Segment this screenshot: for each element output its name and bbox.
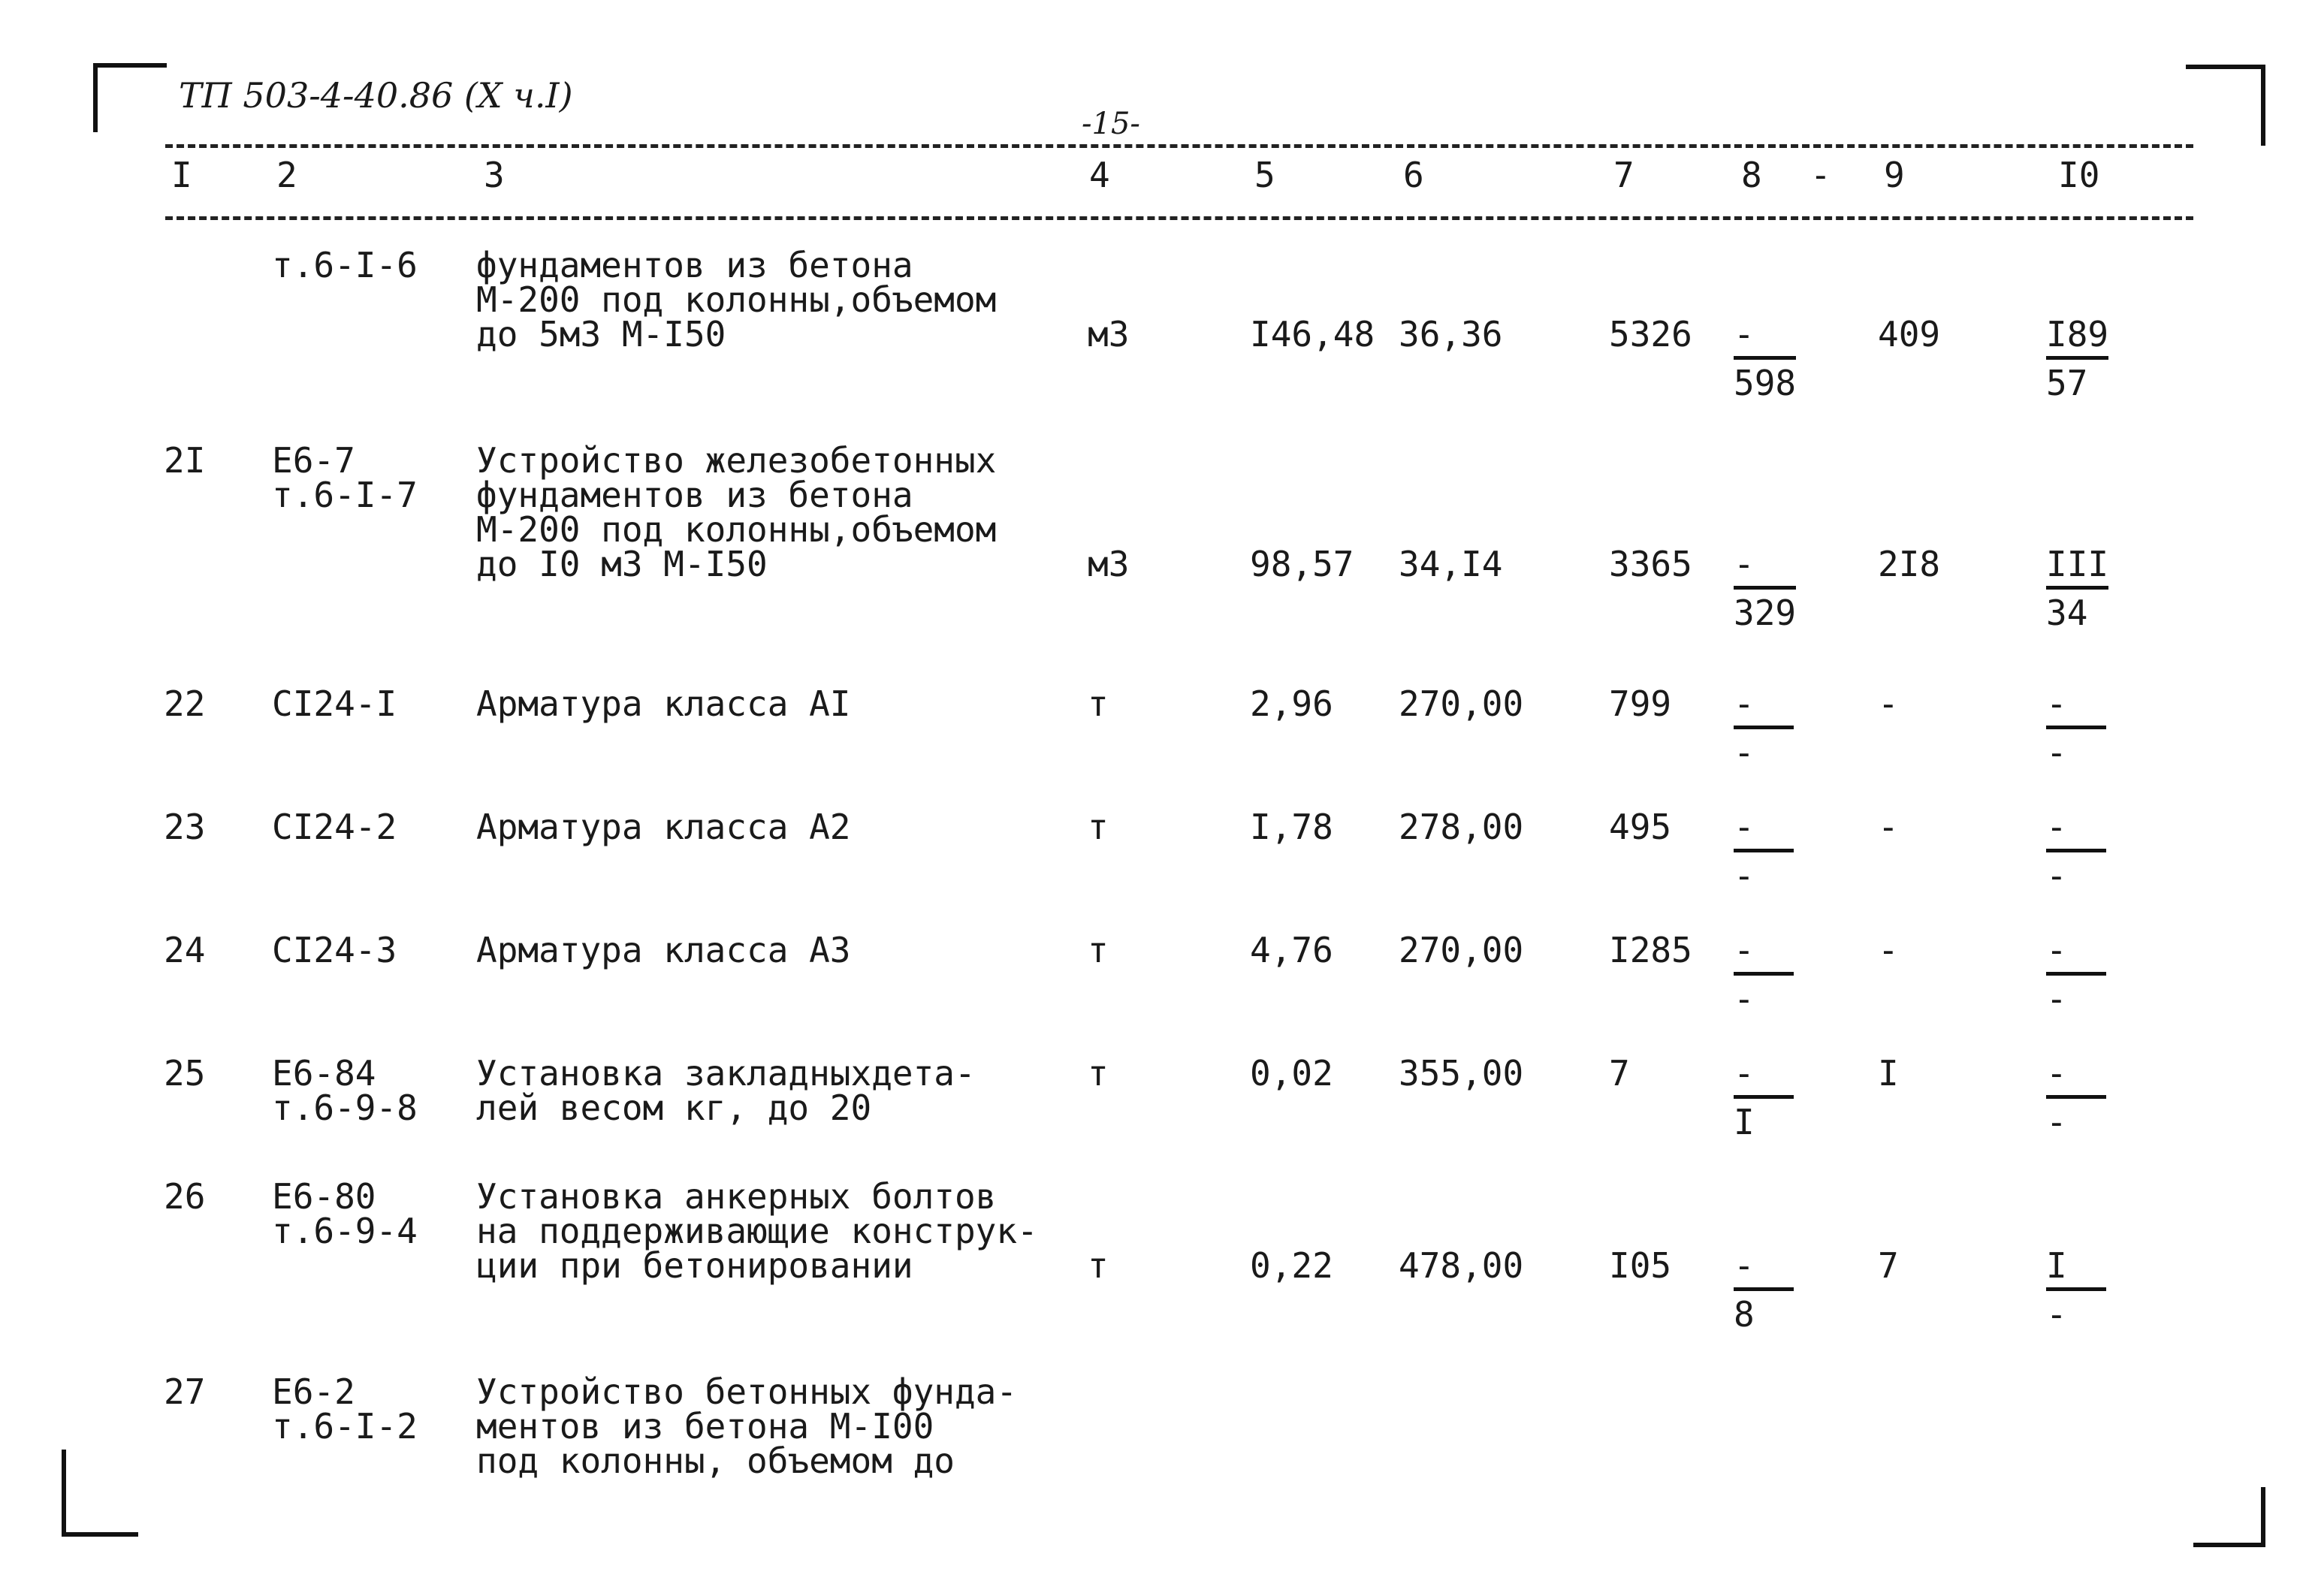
column-8-fraction [1734, 807, 1794, 896]
total-cost: 3365 [1609, 544, 1692, 584]
work-description: Арматура класса АI [476, 683, 851, 724]
total-cost: 5326 [1609, 314, 1692, 354]
column-8-fraction [1734, 1053, 1794, 1142]
rate-code: т.6-I-6 [272, 245, 418, 285]
work-description: Арматура класса А2 [476, 807, 851, 847]
unit: м3 [1088, 314, 1130, 354]
column-9-value: 409 [1878, 314, 1941, 354]
column-10-fraction [2046, 807, 2106, 896]
work-description: Устройство бетонных фунда- ментов из бетона М-I00 под колонны, объемом до [476, 1371, 1018, 1481]
unit-price: 270,00 [1399, 930, 1524, 970]
rate-code: СI24-3 [272, 930, 397, 970]
quantity: 4,76 [1250, 930, 1333, 970]
unit: т [1088, 807, 1109, 847]
unit-price: 355,00 [1399, 1053, 1524, 1094]
rate-code: СI24-2 [272, 807, 397, 847]
column-header-8: 8 [1741, 155, 1762, 195]
unit-price: 270,00 [1399, 683, 1524, 724]
fraction-bottom: - [2046, 855, 2067, 896]
row-number: 2I [164, 440, 206, 481]
column-9-value: I [1878, 1053, 1899, 1094]
unit: т [1088, 1053, 1109, 1094]
fraction-top: - [2046, 810, 2106, 852]
column-10-fraction [2046, 1245, 2106, 1335]
column-8-fraction [1734, 930, 1794, 1019]
column-header-separator: - [1810, 155, 1831, 195]
fraction-bottom: I [1734, 1102, 1755, 1142]
column-10-fraction [2046, 314, 2109, 403]
corner-mark-bottom-right [2193, 1487, 2265, 1547]
unit-price: 36,36 [1399, 314, 1503, 354]
fraction-top: - [2046, 933, 2106, 976]
column-10-fraction [2046, 544, 2109, 633]
column-header-4: 4 [1089, 155, 1110, 195]
fraction-top: I89 [2046, 317, 2108, 360]
column-header-10: I0 [2058, 155, 2100, 195]
unit-price: 278,00 [1399, 807, 1524, 847]
fraction-top: - [2046, 1056, 2106, 1099]
column-header-5: 5 [1254, 155, 1275, 195]
column-header-9: 9 [1884, 155, 1905, 195]
column-8-fraction [1734, 314, 1797, 403]
work-description: Установка анкерных болтов на поддерживающие конструк- ции при бетонировании [476, 1176, 1038, 1286]
total-cost: 495 [1609, 807, 1672, 847]
row-number: 25 [164, 1053, 206, 1094]
column-8-fraction [1734, 1245, 1794, 1335]
rate-code: Е6-2 т.6-I-2 [272, 1371, 418, 1447]
fraction-bottom: 8 [1734, 1294, 1755, 1335]
unit: т [1088, 683, 1109, 724]
corner-mark-top-right [2186, 65, 2265, 146]
column-10-fraction [2046, 930, 2106, 1019]
fraction-top: - [1734, 933, 1794, 976]
column-9-value: - [1878, 930, 1899, 970]
fraction-bottom: - [2046, 1102, 2067, 1142]
column-header-2: 2 [276, 155, 297, 195]
rate-code: Е6-7 т.6-I-7 [272, 440, 418, 515]
quantity: 98,57 [1250, 544, 1354, 584]
total-cost: 7 [1609, 1053, 1630, 1094]
work-description: Арматура класса А3 [476, 930, 851, 970]
column-9-value: - [1878, 807, 1899, 847]
column-9-value: 7 [1878, 1245, 1899, 1286]
column-header-1: I [171, 155, 192, 195]
unit-price: 34,I4 [1399, 544, 1503, 584]
rate-code: СI24-I [272, 683, 397, 724]
fraction-top: III [2046, 547, 2108, 590]
quantity: I,78 [1250, 807, 1333, 847]
fraction-bottom: - [2046, 732, 2067, 773]
fraction-top: - [1734, 686, 1794, 729]
work-description: Установка закладныхдета- лей весом кг, до 20 [476, 1053, 976, 1128]
work-description: фундаментов из бетона М-200 под колонны,объемом до 5м3 М-I50 [476, 245, 997, 354]
total-cost: 799 [1609, 683, 1672, 724]
column-header-3: 3 [484, 155, 505, 195]
fraction-bottom: - [2046, 1294, 2067, 1335]
column-10-fraction [2046, 683, 2106, 773]
column-9-value: 2I8 [1878, 544, 1941, 584]
quantity: 0,22 [1250, 1245, 1333, 1286]
total-cost: I05 [1609, 1245, 1672, 1286]
column-8-fraction [1734, 683, 1794, 773]
fraction-bottom: - [1734, 732, 1755, 773]
fraction-bottom: 57 [2046, 363, 2088, 403]
unit: т [1088, 1245, 1109, 1286]
rate-code: Е6-80 т.6-9-4 [272, 1176, 418, 1251]
fraction-top: - [2046, 686, 2106, 729]
fraction-top: - [1734, 1056, 1794, 1099]
fraction-top: - [1734, 1248, 1794, 1291]
quantity: 0,02 [1250, 1053, 1333, 1094]
rate-code: Е6-84 т.6-9-8 [272, 1053, 418, 1128]
column-8-fraction [1734, 544, 1797, 633]
fraction-bottom: - [1734, 855, 1755, 896]
header-rule-top [165, 144, 2193, 148]
total-cost: I285 [1609, 930, 1692, 970]
corner-mark-bottom-left [62, 1450, 138, 1537]
unit: т [1088, 930, 1109, 970]
fraction-bottom: 329 [1734, 593, 1797, 633]
header-rule-bottom [165, 216, 2193, 220]
corner-mark-top-left [93, 63, 167, 132]
column-10-fraction [2046, 1053, 2106, 1142]
row-number: 27 [164, 1371, 206, 1412]
quantity: I46,48 [1250, 314, 1375, 354]
fraction-bottom: - [1734, 979, 1755, 1019]
fraction-bottom: 598 [1734, 363, 1797, 403]
quantity: 2,96 [1250, 683, 1333, 724]
page-number: -15- [1082, 107, 1140, 141]
row-number: 24 [164, 930, 206, 970]
column-9-value: - [1878, 683, 1899, 724]
fraction-bottom: 34 [2046, 593, 2088, 633]
document-code: ТП 503-4-40.86 (Х ч.I) [179, 75, 573, 116]
unit: м3 [1088, 544, 1130, 584]
fraction-top: - [1734, 810, 1794, 852]
fraction-top: I [2046, 1248, 2106, 1291]
row-number: 26 [164, 1176, 206, 1217]
column-header-7: 7 [1613, 155, 1634, 195]
fraction-top: - [1734, 547, 1796, 590]
column-header-6: 6 [1403, 155, 1424, 195]
work-description: Устройство железобетонных фундаментов из бетона М-200 под колонны,объемом до I0 м3 М-I50 [476, 440, 997, 584]
row-number: 23 [164, 807, 206, 847]
fraction-bottom: - [2046, 979, 2067, 1019]
row-number: 22 [164, 683, 206, 724]
unit-price: 478,00 [1399, 1245, 1524, 1286]
fraction-top: - [1734, 317, 1796, 360]
